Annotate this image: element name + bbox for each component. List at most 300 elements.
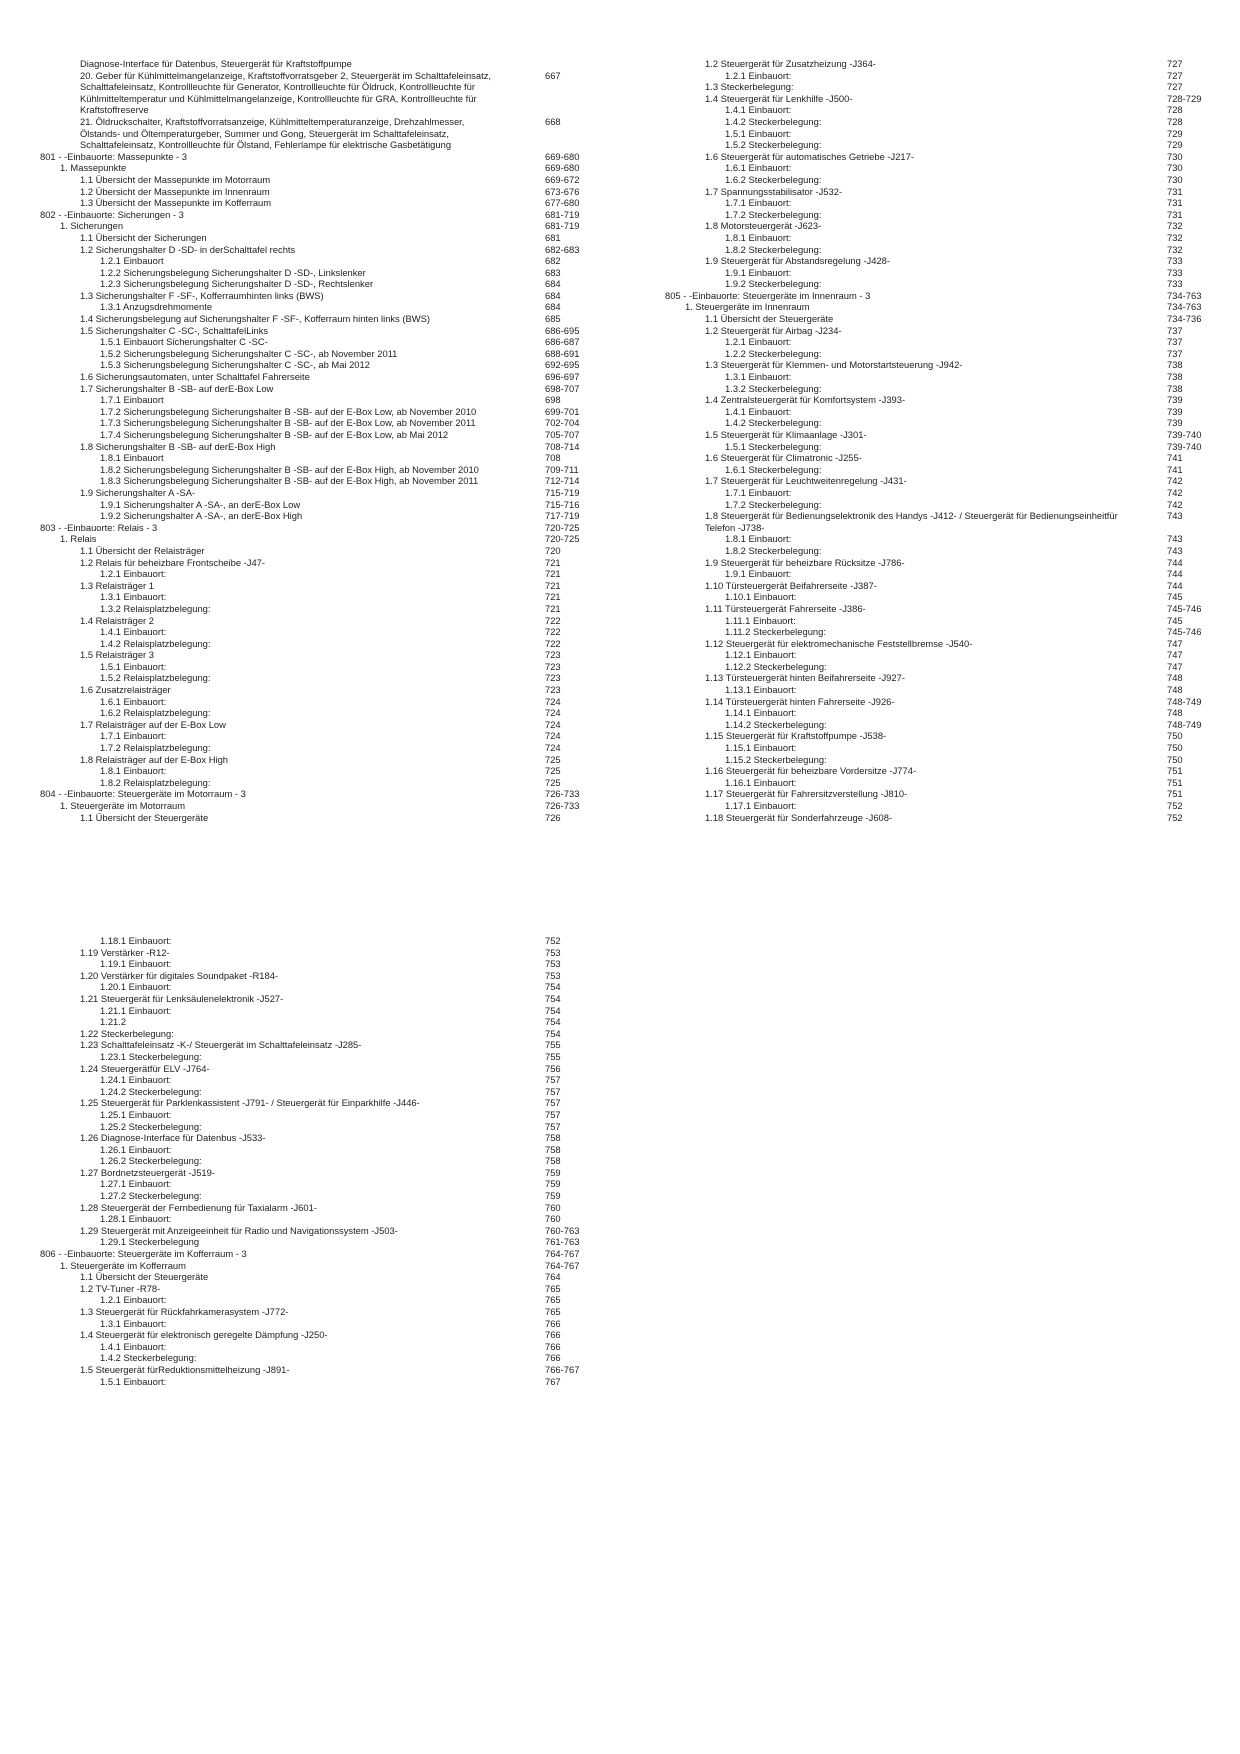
toc-entry-title: 1.19.1 Einbauort: (100, 958, 172, 970)
toc-entry (40, 1202, 600, 1214)
toc-entry-title: 1.5.1 Steckerbelegung: (725, 440, 822, 452)
toc-entry (40, 441, 600, 453)
toc-entry-page: 705-707 (545, 429, 580, 440)
toc-entry (40, 151, 600, 163)
toc-entry (40, 1155, 600, 1167)
toc-entry-title: 1.7 Spannungsstabilisator -J532- (705, 185, 843, 197)
toc-entry-title: 1.20 Verstärker für digitales Soundpaket -R184- (80, 969, 279, 981)
toc-entry-title: 1.10 Türsteuergerät Beifahrerseite -J387- (705, 579, 877, 591)
toc-entry-title: 1.9 Steuergerät für beheizbare Rücksitze -J786- (705, 556, 905, 568)
toc-entry-title: 1. Steuergeräte im Innenraum (685, 301, 810, 313)
toc-entry (665, 186, 1205, 198)
toc-entry-title: 1.3.2 Steckerbelegung: (725, 382, 822, 394)
toc-entry (665, 510, 1205, 533)
toc-entry-page: 727 (1167, 58, 1183, 69)
toc-entry-page: 728-729 (1167, 92, 1202, 104)
toc-entry-title: 1.8.2 Steckerbelegung: (725, 544, 822, 556)
toc-entry-title: 1.7.4 Sicherungsbelegung Sicherungshalter B -SB- auf der E-Box Low, ab Mai 2012 (100, 429, 449, 440)
toc-entry-title: 1.2 Übersicht der Massepunkte im Innenraum (80, 185, 270, 197)
toc-entry-page: 751 (1167, 765, 1183, 777)
toc-entry (665, 545, 1205, 557)
toc-entry-page: 709-711 (545, 463, 579, 475)
toc-entry-title: 1.7.2 Steckerbelegung: (725, 208, 822, 220)
toc-entry-page: 720-725 (545, 533, 580, 545)
toc-entry (40, 348, 600, 360)
toc-entry-page: 732 (1167, 243, 1183, 255)
toc-entry-title: 1.7.2 Steckerbelegung: (725, 498, 822, 510)
toc-entry-page: 766-767 (545, 1363, 580, 1375)
toc-entry (40, 696, 600, 708)
toc-entry-title: 1. Sicherungen (60, 220, 124, 232)
toc-entry-title: 801 - -Einbauorte: Massepunkte - 3 (40, 150, 187, 162)
toc-entry (40, 186, 600, 198)
toc-entry-page: 723 (545, 672, 561, 684)
toc-entry-title: 1.3.2 Relaisplatzbelegung: (100, 602, 211, 614)
toc-entry-page: 731 (1167, 185, 1183, 197)
toc-entry (40, 1341, 600, 1353)
toc-entry-page: 683 (545, 266, 561, 278)
toc-entry-page: 721 (545, 602, 561, 614)
toc-entry (40, 970, 600, 982)
toc-entry-page: 751 (1167, 776, 1183, 788)
toc-entry-page: 739-740 (1167, 440, 1202, 452)
toc-entry-title: 1.3 Relaisträger 1 (80, 579, 154, 591)
toc-entry (40, 197, 600, 209)
toc-entry-page: 702-704 (545, 417, 580, 429)
toc-entry (40, 325, 600, 337)
toc-entry (665, 359, 1205, 371)
toc-entry (665, 209, 1205, 221)
toc-entry (40, 788, 600, 800)
toc-entry-title: 1.12.1 Einbauort: (725, 649, 797, 661)
toc-entry-page: 741 (1167, 452, 1183, 464)
toc-entry (665, 777, 1205, 789)
toc-entry-title: 1.1 Übersicht der Massepunkte im Motorraum (80, 173, 271, 185)
toc-entry-title: 1.2.2 Steckerbelegung: (725, 347, 822, 359)
toc-entry-page: 757 (545, 1074, 561, 1086)
toc-entry-page: 756 (545, 1062, 561, 1074)
toc-entry-title: 1. Massepunkte (60, 162, 127, 174)
toc-entry (40, 290, 600, 302)
toc-entry-title: 1.6.2 Steckerbelegung: (725, 173, 822, 185)
toc-entry (40, 209, 600, 221)
toc-entry-page: 732 (1167, 220, 1183, 232)
toc-entry-page: 743 (1167, 533, 1183, 545)
toc-entry-page: 686-687 (545, 336, 580, 348)
toc-entry-title: 1.8.2 Relaisplatzbelegung: (100, 776, 211, 788)
toc-entry-page: 738 (1167, 359, 1183, 371)
toc-entry (40, 1121, 600, 1133)
toc-entry-title: 1.9.2 Sicherungshalter A -SA-, an derE-Box High (100, 510, 303, 522)
toc-entry-page: 737 (1167, 324, 1183, 336)
toc-entry-page: 698-707 (545, 382, 580, 394)
toc-entry-page: 758 (545, 1132, 561, 1144)
toc-entry-title: 1.3.1 Einbauort: (725, 371, 792, 383)
toc-entry-page: 721 (545, 568, 561, 580)
toc-entry-title: 1.26.2 Steckerbelegung: (100, 1155, 202, 1167)
toc-entry (665, 742, 1205, 754)
toc-entry-title: 1.5.1 Einbauort Sicherungshalter C -SC- (100, 336, 268, 348)
toc-entry-page: 758 (545, 1143, 561, 1155)
toc-entry-title: 1.7 Steuergerät für Leuchtweitenregelung -J431- (705, 475, 907, 487)
toc-entry-page: 760 (545, 1213, 561, 1225)
toc-entry (665, 812, 1205, 824)
toc-entry (665, 174, 1205, 186)
toc-entry-page: 729 (1167, 139, 1183, 151)
toc-entry-title: 20. Geber für Kühlmittelmangelanzeige, Kraftstoffvorratsgeber 2, Steuergerät im Schalttafeleinsatz, Schalttafeleinsatz, Kontrollleuchte für Generator, Kontrollleuchte für Öldruck, Kontrollleuchte für Kühlmitteltemperatur und Kühlmittelmangelanzeige, Kontrollleuchte für GRA, Kontrollleuchte für Kraftstoffreserve (80, 69, 491, 116)
toc-entry (40, 568, 600, 580)
toc-entry-title: 1.1 Übersicht der Steuergeräte (80, 1271, 209, 1283)
toc-entry-page: 669-672 (545, 173, 580, 185)
toc-entry (665, 244, 1205, 256)
toc-entry (40, 1063, 600, 1075)
toc-entry-title: 1. Relais (60, 533, 97, 545)
toc-entry (40, 1260, 600, 1272)
toc-entry-title: 1.15 Steuergerät für Kraftstoffpumpe -J538- (705, 730, 887, 742)
toc-entry-title: 1.3.1 Anzugsdrehmomente (100, 301, 213, 313)
toc-entry-page: 745-746 (1167, 626, 1202, 638)
toc-entry (665, 487, 1205, 499)
toc-entry-title: 1.5.1 Einbauort: (100, 660, 167, 672)
toc-entry (665, 452, 1205, 464)
toc-entry-page: 688-691 (545, 347, 580, 359)
toc-entry-page: 747 (1167, 637, 1183, 649)
toc-entry-title: 1.7.1 Einbauort (100, 394, 164, 406)
toc-entry-title: 1.8.2 Sicherungsbelegung Sicherungshalter B -SB- auf der E-Box High, ab November 2010 (100, 463, 479, 475)
toc-entry-title: 1.2.1 Einbauort: (100, 1294, 167, 1306)
toc-entry-title: 1.15.2 Steckerbelegung: (725, 753, 827, 765)
toc-entry-page: 754 (545, 1027, 561, 1039)
toc-entry (665, 139, 1205, 151)
toc-entry-title: 1.2 Sicherungshalter D -SD- in derSchalttafel rechts (80, 243, 296, 255)
toc-entry-title: 1.10.1 Einbauort: (725, 591, 797, 603)
toc-entry-page: 708-714 (545, 440, 580, 452)
toc-entry-title: 1.3 Übersicht der Massepunkte im Kofferraum (80, 197, 272, 209)
toc-entry (40, 487, 600, 499)
toc-entry (40, 1144, 600, 1156)
toc-entry-page: 753 (545, 969, 561, 981)
toc-entry-title: 1.4.2 Steckerbelegung: (725, 115, 822, 127)
toc-entry (40, 394, 600, 406)
toc-entry-title: 1.21.2 (100, 1016, 127, 1028)
toc-entry (665, 707, 1205, 719)
toc-entry-page: 724 (545, 718, 561, 730)
toc-entry-page: 737 (1167, 347, 1183, 359)
toc-entry (40, 383, 600, 395)
toc-entry-title: 1.12.2 Steckerbelegung: (725, 660, 827, 672)
toc-entry-title: 1.2.3 Sicherungsbelegung Sicherungshalter D -SD-, Rechtslenker (100, 278, 374, 290)
toc-entry-title: 1.4.1 Einbauort: (100, 1340, 167, 1352)
toc-entry-title: 1.26.1 Einbauort: (100, 1143, 172, 1155)
toc-entry-title: 1.6.1 Steckerbelegung: (725, 463, 822, 475)
toc-entry (665, 626, 1205, 638)
toc-entry (665, 533, 1205, 545)
toc-entry-title: 1.4.1 Einbauort: (725, 104, 792, 116)
toc-entry-page: 744 (1167, 556, 1183, 568)
toc-entry-page: 738 (1167, 382, 1183, 394)
toc-entry (40, 603, 600, 615)
toc-entry-page: 692-695 (545, 359, 580, 371)
toc-entry (665, 290, 1205, 302)
toc-entry-page: 731 (1167, 197, 1183, 209)
toc-entry (40, 70, 600, 116)
toc-entry-page: 724 (545, 695, 561, 707)
toc-entry-title: 1.8.1 Einbauort (100, 452, 164, 464)
toc-entry-title: 1.8.1 Einbauort: (725, 231, 792, 243)
toc-entry-title: 1.2.2 Sicherungsbelegung Sicherungshalter D -SD-, Linkslenker (100, 266, 366, 278)
toc-entry-page: 743 (1167, 544, 1183, 556)
toc-entry-title: 1.28 Steuergerät der Fernbedienung für Taxialarm -J601- (80, 1201, 317, 1213)
toc-entry-page: 684 (545, 301, 561, 313)
toc-entry-page: 722 (545, 637, 561, 649)
toc-entry-page: 727 (1167, 81, 1183, 93)
toc-entry (665, 719, 1205, 731)
toc-entry-title: 1.13.1 Einbauort: (725, 684, 797, 696)
toc-entry (40, 499, 600, 511)
toc-entry (665, 162, 1205, 174)
toc-entry (40, 255, 600, 267)
toc-entry-page: 747 (1167, 660, 1183, 672)
toc-entry-page: 757 (545, 1097, 561, 1109)
toc-entry-title: 1.14.2 Steckerbelegung: (725, 718, 827, 730)
toc-entry (665, 580, 1205, 592)
toc-entry-title: 1.5 Sicherungshalter C -SC-, SchalttafelLinks (80, 324, 269, 336)
toc-entry (665, 672, 1205, 684)
toc-entry (665, 557, 1205, 569)
toc-entry-page: 748 (1167, 684, 1183, 696)
toc-entry (40, 1248, 600, 1260)
toc-entry-title: 1.20.1 Einbauort: (100, 981, 172, 993)
toc-entry-title: 1.3 Steuergerät für Rückfahrkamerasystem -J772- (80, 1306, 289, 1317)
toc-entry-title: 1.3 Steckerbelegung: (705, 81, 794, 93)
toc-entry (665, 499, 1205, 511)
toc-entry-page: 734-763 (1167, 301, 1202, 313)
toc-entry (40, 533, 600, 545)
toc-entry-title: 1. Steuergeräte im Motorraum (60, 800, 186, 811)
toc-entry (40, 661, 600, 673)
toc-entry-title: 1.8 Steuergerät für Bedienungselektronik des Handys -J412- / Steuergerät für Bedienungseinheitfür Telefon -J738- (705, 510, 1118, 533)
toc-entry-page: 739 (1167, 405, 1183, 417)
toc-entry (40, 429, 600, 441)
toc-entry-page: 727 (1167, 69, 1183, 81)
toc-entry-page: 684 (545, 278, 561, 290)
toc-entry-title: 1.12 Steuergerät für elektromechanische Feststellbremse -J540- (705, 637, 973, 649)
toc-entry (665, 128, 1205, 140)
toc-entry-title: 1.11.2 Steckerbelegung: (725, 626, 826, 638)
toc-entry-title: 1.2.1 Einbauort: (100, 568, 167, 580)
toc-entry-page: 757 (545, 1085, 561, 1097)
toc-entry-page: 750 (1167, 742, 1183, 754)
toc-entry (40, 1364, 600, 1376)
toc-entry-page: 684 (545, 289, 561, 301)
toc-entry-title: 1.29 Steuergerät mit Anzeigeeinheit für Radio und Navigationssystem -J503- (80, 1224, 398, 1236)
toc-entry (40, 371, 600, 383)
toc-entry (40, 707, 600, 719)
toc-entry-title: 1.3.1 Einbauort: (100, 1317, 167, 1329)
toc-entry (40, 684, 600, 696)
toc-entry-title: 1.7.1 Einbauort: (725, 486, 792, 498)
toc-entry-title: 1.24.2 Steckerbelegung: (100, 1085, 202, 1097)
toc-entry-title: 1.2.1 Einbauort: (725, 69, 792, 81)
toc-entry-title: 1.8.1 Einbauort: (100, 765, 167, 777)
toc-entry-title: 1.3 Steuergerät für Klemmen- und Motorstartsteuerung -J942- (705, 359, 963, 371)
toc-entry (665, 394, 1205, 406)
toc-entry-title: 1.7.1 Einbauort: (100, 730, 167, 742)
toc-entry-title: 1.7.3 Sicherungsbelegung Sicherungshalter B -SB- auf der E-Box Low, ab November 2011 (100, 417, 476, 429)
toc-entry (665, 104, 1205, 116)
toc-entry-title: 1.13 Türsteuergerät hinten Beifahrerseite -J927- (705, 672, 905, 684)
toc-entry (40, 812, 600, 824)
toc-entry (665, 638, 1205, 650)
toc-entry (40, 1167, 600, 1179)
toc-entry (665, 81, 1205, 93)
toc-entry-title: 1.16.1 Einbauort: (725, 776, 797, 788)
toc-entry (665, 267, 1205, 279)
toc-entry-title: 1.8 Sicherungshalter B -SB- auf derE-Box High (80, 440, 276, 452)
toc-entry-page: 742 (1167, 486, 1183, 498)
toc-entry (40, 958, 600, 970)
toc-entry-page: 725 (545, 765, 561, 777)
toc-entry-page: 667 (545, 69, 561, 81)
toc-entry (665, 325, 1205, 337)
toc-entry (40, 626, 600, 638)
toc-entry-page: 733 (1167, 278, 1183, 290)
toc-entry (665, 116, 1205, 128)
toc-entry-page: 739 (1167, 417, 1183, 429)
toc-entry-page: 764-767 (545, 1248, 580, 1260)
toc-entry-title: 1.16 Steuergerät für beheizbare Vordersitze -J774- (705, 765, 917, 777)
toc-entry-title: 1.2 TV-Tuner -R78- (80, 1282, 161, 1294)
toc-entry (40, 1236, 600, 1248)
toc-entry-title: 1.27.2 Steckerbelegung: (100, 1190, 202, 1202)
toc-entry (40, 232, 600, 244)
toc-column-right (665, 58, 1205, 823)
toc-column-left (40, 58, 600, 823)
toc-entry-title: 1.24.1 Einbauort: (100, 1074, 172, 1086)
toc-entry (665, 58, 1205, 70)
toc-entry-page: 752 (1167, 800, 1183, 811)
toc-entry-title: 1.7.1 Einbauort: (725, 197, 792, 209)
toc-entry-page: 738 (1167, 371, 1183, 383)
toc-entry (40, 800, 600, 812)
toc-entry-page: 677-680 (545, 197, 580, 209)
toc-entry-page: 723 (545, 649, 561, 661)
toc-entry-title: 1.5.3 Sicherungsbelegung Sicherungshalter C -SC-, ab Mai 2012 (100, 359, 370, 371)
toc-entry-page: 726-733 (545, 788, 580, 800)
toc-entry-title: 1.1 Übersicht der Sicherungen (80, 231, 207, 243)
toc-entry-title: 1.7.2 Sicherungsbelegung Sicherungshalter B -SB- auf der E-Box Low, ab November 2010 (100, 405, 477, 417)
toc-entry-page: 724 (545, 730, 561, 742)
toc-entry (665, 255, 1205, 267)
toc-entry-title: 1.2.1 Einbauort: (725, 336, 792, 348)
toc-entry-page: 724 (545, 742, 561, 754)
toc-entry-title: 1.19 Verstärker -R12- (80, 946, 170, 958)
toc-entry-title: 1.6 Steuergerät für Climatronic -J255- (705, 452, 862, 464)
toc-entry (40, 464, 600, 476)
toc-entry-page: 715-716 (545, 498, 580, 510)
toc-entry-title: 1. Steuergeräte im Kofferraum (60, 1259, 186, 1271)
toc-entry-page: 731 (1167, 208, 1183, 220)
toc-entry-title: 1.28.1 Einbauort: (100, 1213, 172, 1225)
toc-entry (40, 580, 600, 592)
toc-entry-page: 725 (545, 753, 561, 765)
toc-entry-title: Diagnose-Interface für Datenbus, Steuergerät für Kraftstoffpumpe (80, 58, 352, 69)
toc-entry-title: 1.5.2 Relaisplatzbelegung: (100, 672, 211, 684)
toc-entry-title: 1.2 Steuergerät für Zusatzheizung -J364- (705, 58, 876, 69)
toc-entry-title: 1.1 Übersicht der Steuergeräte (80, 811, 209, 823)
toc-entry (40, 1097, 600, 1109)
toc-entry-title: 1.8.3 Sicherungsbelegung Sicherungshalter B -SB- auf der E-Box High, ab November 2011 (100, 475, 479, 487)
toc-entry (665, 93, 1205, 105)
toc-entry (665, 301, 1205, 313)
toc-entry (665, 800, 1205, 812)
toc-entry-page: 750 (1167, 753, 1183, 765)
toc-entry-page: 696-697 (545, 371, 580, 383)
toc-entry (40, 1132, 600, 1144)
toc-entry-page: 765 (545, 1306, 561, 1317)
toc-entry (40, 510, 600, 522)
toc-entry (40, 719, 600, 731)
toc-entry-page: 725 (545, 776, 561, 788)
toc-entry (40, 1005, 600, 1017)
toc-entry-page: 730 (1167, 162, 1183, 174)
toc-entry-page: 753 (545, 946, 561, 958)
toc-entry (40, 1306, 600, 1318)
toc-entry-title: 1.8.2 Steckerbelegung: (725, 243, 822, 255)
toc-entry (665, 603, 1205, 615)
toc-entry-page: 743 (1167, 510, 1183, 522)
toc-entry-page: 758 (545, 1155, 561, 1167)
toc-entry (665, 336, 1205, 348)
toc-entry-title: 1.5.1 Einbauort: (725, 127, 792, 139)
toc-entry-title: 1.14 Türsteuergerät hinten Fahrerseite -J926- (705, 695, 895, 707)
toc-entry-title: 1.5 Steuergerät für Klimaanlage -J301- (705, 429, 867, 440)
toc-entry (40, 742, 600, 754)
toc-entry (40, 1039, 600, 1051)
toc-entry-page: 742 (1167, 475, 1183, 487)
toc-entry-title: 1.7.2 Relaisplatzbelegung: (100, 742, 211, 754)
toc-entry-page: 715-719 (545, 486, 580, 498)
toc-entry-title: 1.5.1 Einbauort: (100, 1375, 167, 1387)
toc-entry-title: 1.17.1 Einbauort: (725, 800, 797, 811)
toc-entry-page: 723 (545, 684, 561, 696)
toc-entry-page: 734-736 (1167, 313, 1202, 325)
toc-entry-title: 1.8.1 Einbauort: (725, 533, 792, 545)
toc-entry-page: 669-680 (545, 150, 580, 162)
toc-entry-page: 766 (545, 1329, 561, 1341)
toc-entry (40, 1109, 600, 1121)
toc-entry (40, 58, 600, 70)
toc-entry-title: 804 - -Einbauorte: Steuergeräte im Motorraum - 3 (40, 788, 246, 800)
toc-entry-page: 668 (545, 115, 561, 127)
toc-entry (665, 232, 1205, 244)
toc-entry-page: 730 (1167, 173, 1183, 185)
toc-entry-page: 730 (1167, 150, 1183, 162)
toc-entry-page: 734-763 (1167, 289, 1202, 301)
toc-entry (40, 278, 600, 290)
toc-entry-title: 1.4 Steuergerät für Lenkhilfe -J500- (705, 92, 853, 104)
toc-entry-title: 1.14.1 Einbauort: (725, 707, 797, 719)
toc-entry (665, 568, 1205, 580)
toc-entry-title: 1.26 Diagnose-Interface für Datenbus -J533- (80, 1132, 266, 1144)
toc-entry (665, 754, 1205, 766)
toc-entry (665, 441, 1205, 453)
toc-entry-page: 750 (1167, 730, 1183, 742)
toc-entry-title: 803 - -Einbauorte: Relais - 3 (40, 521, 158, 533)
toc-entry-title: 1.6 Steuergerät für automatisches Getriebe -J217- (705, 150, 914, 162)
toc-entry (40, 1051, 600, 1063)
toc-entry (40, 220, 600, 232)
